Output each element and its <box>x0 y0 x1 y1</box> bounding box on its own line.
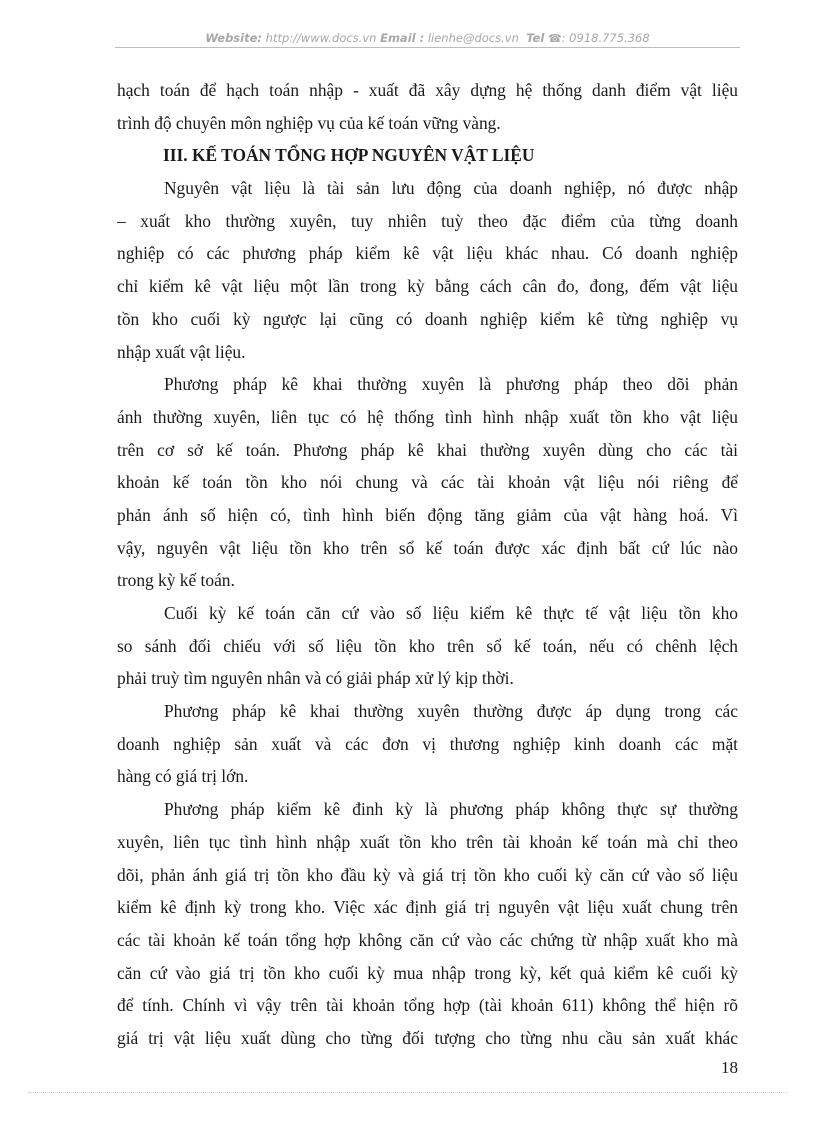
text-line: trình độ chuyên môn nghiệp vụ của kế toán vững vàng. <box>117 112 501 133</box>
text-line: dõi, phản ánh giá trị tồn kho đầu kỳ và giá trị tồn kho cuối kỳ căn cứ vào số liệu <box>117 864 738 885</box>
text-line: nhập xuất vật liệu. <box>117 341 246 362</box>
email-label: Email : <box>380 31 425 45</box>
website-link[interactable]: http://www.docs.vn <box>265 31 377 45</box>
section-heading: III. KẾ TOÁN TỔNG HỢP NGUYÊN VẬT LIỆU <box>163 145 535 166</box>
header-divider <box>115 47 740 48</box>
footer-divider <box>28 1092 788 1093</box>
email-link[interactable]: lienhe@docs.vn <box>427 31 519 45</box>
text-line: Phương pháp kê khai thường xuyên là phương pháp theo dõi phản <box>164 374 738 395</box>
text-line: – xuất kho thường xuyên, tuy nhiên tuỳ theo đặc điểm của từng doanh <box>117 210 738 231</box>
tel-label: Tel <box>526 31 545 45</box>
text-line: Nguyên vật liệu là tài sản lưu động của doanh nghiệp, nó được nhập <box>164 178 738 199</box>
text-line: so sánh đối chiếu với số liệu tồn kho trên sổ kế toán, nếu có chênh lệch <box>117 635 738 656</box>
website-label: Website: <box>205 31 262 45</box>
text-line: Phương pháp kiểm kê đinh kỳ là phương pháp không thực sự thường <box>164 799 738 820</box>
text-line: chỉ kiểm kê vật liệu một lần trong kỳ bằng cách cân đo, đong, đếm vật liệu <box>117 276 738 297</box>
text-line: ánh thường xuyên, liên tục có hệ thống tình hình nhập xuất tồn kho vật liệu <box>117 406 738 427</box>
text-line: giá trị vật liệu xuất dùng cho từng đối tượng cho từng nhu cầu sản xuất khác <box>117 1027 738 1048</box>
text-line: khoản kế toán tồn kho nói chung và các tài khoản vật liệu nói riêng để <box>117 472 738 493</box>
phone-icon: ☎ <box>547 32 562 45</box>
text-line: vậy, nguyên vật liệu tồn kho trên sổ kế toán được xác định bất cứ lúc nào <box>117 537 738 558</box>
text-line: doanh nghiệp sản xuất và các đơn vị thương nghiệp kinh doanh các mặt <box>117 733 738 754</box>
text-line: trên cơ sở kế toán. Phương pháp kê khai thường xuyên dùng cho các tài <box>117 439 738 460</box>
text-line: Cuối kỳ kế toán căn cứ vào số liệu kiểm kê thực tế vật liệu tồn kho <box>164 603 738 623</box>
text-line: để tính. Chính vì vậy trên tài khoản tổng hợp (tài khoản 611) không thể hiện rõ <box>117 995 738 1016</box>
text-line: căn cứ vào giá trị tồn kho cuối kỳ mua nhập trong kỳ, kết quả kiểm kê cuối kỳ <box>117 962 738 983</box>
text-line: trong kỳ kế toán. <box>117 570 235 591</box>
page-header <box>115 30 740 47</box>
page-number: 18 <box>721 1058 738 1077</box>
text-line: hạch toán để hạch toán nhập - xuất đã xây dựng hệ thống danh điểm vật liệu <box>117 80 738 100</box>
text-line: phải truỳ tìm nguyên nhân và có giải pháp xử lý kịp thời. <box>117 668 514 689</box>
text-line: xuyên, liên tục tình hình nhập xuất tồn kho trên tài khoản kế toán mà chỉ theo <box>117 831 738 852</box>
text-line: hàng có giá trị lớn. <box>117 766 249 787</box>
document-body <box>117 74 738 1055</box>
text-line: tồn kho cuối kỳ ngược lại cũng có doanh nghiệp kiểm kê từng nghiệp vụ <box>117 308 738 329</box>
text-line: Phương pháp kê khai thường xuyên thường được áp dụng trong các <box>164 701 738 722</box>
tel-number: : 0918.775.368 <box>561 31 650 45</box>
text-line: các tài khoản kế toán tổng hợp không căn cứ vào các chứng từ nhập xuất kho mà <box>117 929 738 950</box>
text-line: kiểm kê định kỳ trong kho. Việc xác định giá trị nguyên vật liệu xuất chung trên <box>117 897 738 918</box>
text-line: nghiệp có các phương pháp kiểm kê vật liệu khác nhau. Có doanh nghiệp <box>117 243 738 264</box>
text-line: phản ánh số hiện có, tình hình biến động tăng giảm của vật hàng hoá. Vì <box>117 504 738 525</box>
